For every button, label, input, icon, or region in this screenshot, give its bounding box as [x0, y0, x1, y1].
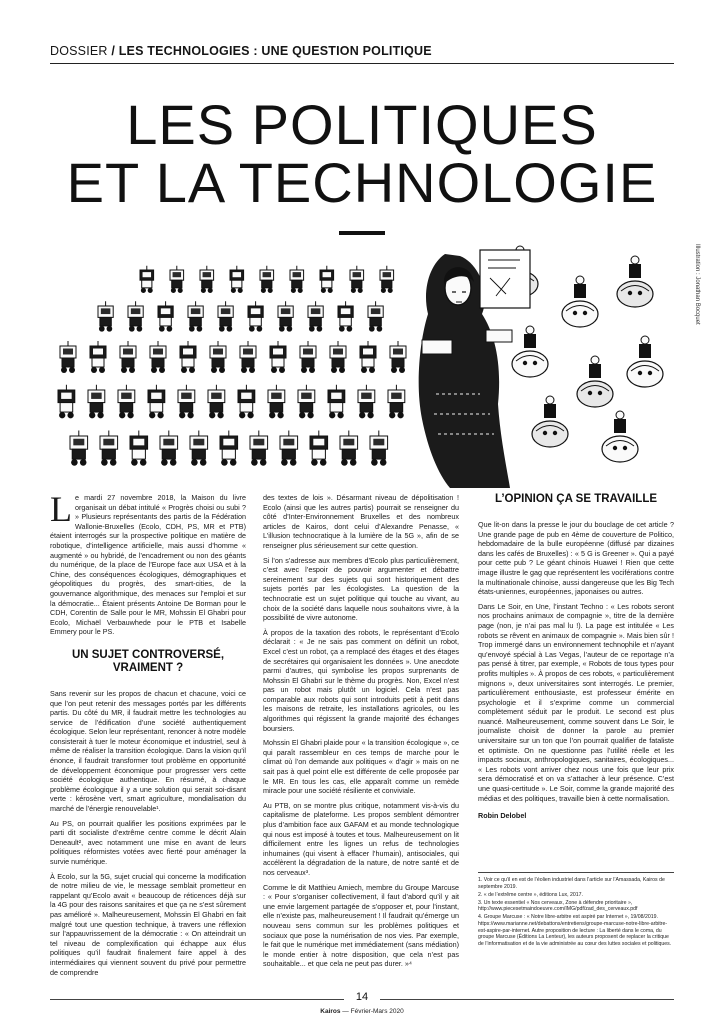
author-byline: Robin Delobel	[478, 811, 527, 821]
subhead-opinion: L’OPINION ÇA SE TRAVAILLE	[494, 493, 658, 505]
paragraph: Au PS, on pourrait qualifier les positions exprimées par le parti dit socialiste d’extrême centre comme le décrit Alain Deneault², avec notamment une mise en avant de leurs politiques réformistes votées avec fierté pour aménager la survie numérique.	[50, 818, 246, 866]
intro-text: e mardi 27 novembre 2018, la Maison du livre organisait un débat intitulé « Progrès choisi ou subi ? » Plusieurs représentants des partis de la Fédération Wallonie-Bruxelles (Ecolo, CDH, PS, MR et PTB) étaient interrogés sur la prospective politique en matière de robotique, d’intelligence artificielle, mais aussi d’homme « augmenté » ou hybridé, de l’encadrement ou non des géants du numérique, de la place de l’Europe face aux USA et à la Chine, des conséquences écologiques, démographiques et géopolitiques du progrès, des smart-cities, de la gouvernance algorithmique, des menaces sur l’emploi et sur la démocratie... Étaient présents Antoine De Borman pour le CDH, Corentin de Salle pour le MR, Mohssin El Ghabri pour Ecolo, Michaël Verbauwhede pour le PTB et Isabelle Emmery pour le PS.	[50, 493, 246, 637]
illustration-board	[480, 250, 530, 308]
paragraph: À propos de la taxation des robots, le représentant d’Ecolo déclarait : « Je ne sais pas comment on définit un robot, Excel c’est un robot, ça a remplacé des étages et des étages de secrétaires qui organisaient les données ». Une anecdote parmi d’autres, qui symbolise les propos surprenants de Mohssin El Ghabri sur le thème du progrès. Non, Excel n’est pas un robot mais plutôt un logiciel. Cela n’est pas comparable aux robots qui sont introduits petit à petit dans les maisons de retraite, les installations agricoles, ou les algorithmes qui régissent la grande majorité des échanges boursiers.	[263, 627, 459, 733]
paragraph: Au PTB, on se montre plus critique, notamment vis-à-vis du capitalisme de plateforme. Les propos semblent démontrer plus d’ambition face aux GAFAM et au monde technologique qui nous est imposé à toutes et tous. Malheureusement on lit difficilement entre les lignes un refus de technologies inhumaines (qui visent à effacer l’humain), antisociales, qui accélèrent la dégradation de la nature, de notre santé et de nos cerveaux³.	[263, 800, 459, 877]
illustration	[50, 244, 674, 488]
column-2	[263, 493, 459, 969]
illustration-robots	[58, 246, 663, 466]
footer-publication	[50, 1008, 674, 1015]
paragraph: Dans Le Soir, en Une, l’instant Techno : « Les robots seront nos prochains animaux de compagnie », titre de la dernière page (non, je n’ai pas mal lu !). La page est intitulée « Les robots se rêvent en animaux de compagnie ». Mais bien sûr ! Trop immergé dans un environnement technophile et n’ayant qu’envoyé spécial à Las Vegas, l’auteur de ce reportage n’a pas pensé à titrer, par exemple, « Robots de tous types pour profits multiples ». À propos de ces robots, « particulièrement mignons », deux universitaires sont interrogés. Le premier, particulièrement enthousiaste, est professeur émérite en psychologie et il s’exprime comme un commercial complètement séduit par le produit. Le second est plus nuancé. Malheureusement, comme souvent dans Le Soir, le journaliste choisit de donner la parole au premier universitaire sur un ton que l’on pourrait qualifier de fataliste et optimiste. On ne questionne pas l’utilité réelle et les impacts sociaux, anthropologiques, sanitaires, écologiques... « Les robots vont arriver chez nous une fois que leur prix sera démocratisé et on va s’attacher à leur présence. C’est une quasi-certitude ». Le Soir, comme la grande majorité des médias et des politiques, travaille bien à cette normalisation.	[478, 601, 674, 803]
intro-paragraph	[50, 489, 246, 637]
paragraph: À Ecolo, sur la 5G, sujet crucial qui concerne la modification de notre milieu de vie, le message semblait prometteur en rappelant qu’Ecolo avait « beaucoup de réticences déjà sur la 4G pour des raisons sanitaires et que ça ne s’est sûrement pas amélioré ». Malheureusement, Mohssin El Ghabri en fait malgré tout une question technique, à travers une réflexion sur l’appauvrissement de la démocratie : « On atteindrait un tel niveau de complexification qui échappe aux élus politiques qu’il faudrait finalement faire appel à des intermédiaires qui viennent souvent du privé pour permettre de comprendre	[50, 871, 246, 977]
article-title	[50, 93, 674, 214]
article-title-line1: LES POLITIQUES	[126, 93, 598, 156]
article-title-line2: ET LA TECHNOLOGIE	[66, 151, 658, 214]
column-3	[478, 493, 674, 821]
publication-name: Kairos	[320, 1008, 341, 1015]
paragraph: Que lit-on dans la presse le jour du bouclage de cet article ? Une grande page de pub en 4ème de couverture de Politico, hebdomadaire de la bulle européenne (diffusé par dizaines dans les cafés de Bruxelles) : « 5 G is Greener ». Qui a payé pour cette pub ? Le géant chinois Huawei ! Rien que cette image illustre le gag que représentent les vociférations contre la multinationale chinoise, aussi dangereuse que les Big Tech états-uniennes, européennes, japonaises ou autres.	[478, 520, 674, 597]
paragraph: des textes de lois ». Désarmant niveau de dépolitisation ! Ecolo (ainsi que les autres partis) pourrait se renseigner du côté d’Inter-Environnement Bruxelles et des nombreux articles de Kairos, dont celui d’Alexandre Penasse, « L’illusion technocratique à la lumière de la 5G », afin de se renseigner plus sérieusement sur cette question.	[263, 493, 459, 550]
header-kicker: DOSSIER	[50, 44, 108, 58]
footnote: 1. Voir ce qu’il en est de l’éolien industriel dans l’article sur l’Amassada, Kairos de septembre 2019.	[478, 877, 665, 890]
issue-date: Février-Mars 2020	[350, 1008, 404, 1015]
subhead-controverse: UN SUJET CONTROVERSÉ, VRAIMENT ?	[71, 648, 225, 674]
footnote: 2. « de l’extrême centre », éditions Lux, 2017.	[478, 891, 583, 898]
header-rule	[50, 63, 674, 64]
column-1	[50, 489, 246, 977]
header-title: LES TECHNOLOGIES : UNE QUESTION POLITIQUE	[118, 44, 432, 58]
illustration-credit: Illustration : Jonathan Bocquet	[694, 244, 700, 325]
footer-dash: —	[340, 1008, 351, 1015]
page-number: 14	[344, 991, 380, 1003]
section-header	[50, 44, 674, 60]
paragraph: Comme le dit Matthieu Amiech, membre du Groupe Marcuse : « Pour s’organiser collectivement, il faut d’abord qu’il y ait une envie largement partagée de s’opposer et, pour l’instant, elle n’existe pas, malheureusement ! Il faudrait qu’émerge un nouveau sens commun sur les problèmes politiques et sociaux que pose la numérisation de nos vies. Par exemple, le fait que le numérique met immédiatement (sans médiation) le monde entier à notre disposition, que cela n’est pas souhaitable... et que cela ne peut pas durer. »⁴	[263, 882, 459, 969]
header-separator: /	[107, 44, 119, 58]
paragraph: Mohssin El Ghabri plaide pour « la transition écologique », ce qui paraît rassembleur en ces temps de marche pour le climat où l’on demande aux politiques « d’agir » mais on ne sait pas à quel point elle est différente de celle proposée par le MR. En tous les cas, elle apparaît comme un remède miracle pour une société résiliente et conviviale.	[263, 738, 459, 796]
paragraph: Si l’on s’adresse aux membres d’Ecolo plus particulièrement, c’est avec l’espoir de pouvoir argumenter et débattre sereinement sur des sujets qui sont historiquement des sujets portés par les écologistes. La question de la technocratie est un sujet politique qui touche au vivant, au choix de la société dans laquelle nous souhaitons vivre, à la possibilité de vivre autonome.	[263, 555, 459, 623]
footnote: 3. Un texte essentiel « Nos cerveaux, Zone à défendre prioritaire », http://www.piecesetmaindoeuvre.com/IMG/pdf/zad_des_cerveaux.pdf	[478, 899, 638, 913]
dropcap: L	[50, 489, 72, 529]
footnotes	[478, 872, 674, 947]
illustration-drawing	[50, 244, 674, 488]
footnote: 4. Groupe Marcuse : « Notre libre-arbitre est aspiré par Internet », 19/08/2019. https://www.marianne.net/debattons/entretiens/groupe-marcuse-notre-libre-arbitre-est-aspire-par-internet. Autre proposition de lecture : La liberté dans le coma, du groupe Marcuse (Éditions La Lenteur), les auteurs proposent de replacer la critique de l’informatisation et de la vie administrée au cœur des luttes sociales et politiques.	[478, 914, 672, 947]
paragraph: Sans revenir sur les propos de chacun et chacune, voici ce que l’on peut retenir des messages portés par les différents partis. Du côté du MR, il faudrait mettre les technologies au service de l’édification d’une société authentiquement écologique. Selon leur représentant, renoncer à notre modèle consisterait à tuer le moteur économique et industriel, seul à même de réaliser la transition écologique. Dans la vision qu’il énonce, il faudrait transformer tout problème en opportunité de développement économique pour progresser vers cette société écologique authentique. En résumé, à chaque problème écologique il y a une solution qui serait soi-disant verte : kérosène vert, smart agriculture, mondialisation du marché de l’énergie renouvelable¹.	[50, 688, 246, 814]
title-rule	[339, 231, 385, 235]
